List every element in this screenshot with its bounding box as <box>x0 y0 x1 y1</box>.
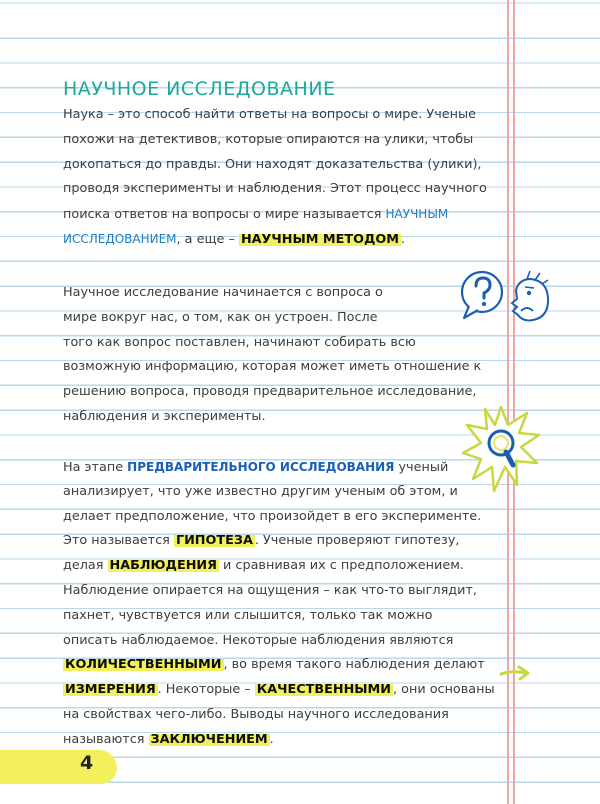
right-arrow-icon <box>498 663 532 683</box>
text-line: проводя эксперименты и наблюдения. Этот процесс научного <box>63 181 487 197</box>
text-line <box>63 227 487 252</box>
text-line: делает предположение, что произойдет в его эксперименте. <box>63 508 482 524</box>
text-line: на свойствах чего-либо. Выводы научного исследования <box>63 706 449 722</box>
term-research: ИССЛЕДОВАНИЕМ <box>63 231 177 246</box>
margin-line <box>513 0 515 804</box>
term-preliminary-research: ПРЕДВАРИТЕЛЬНОГО ИССЛЕДОВАНИЯ <box>127 460 395 474</box>
thinking-face-icon <box>512 271 548 320</box>
text-line: решению вопроса, проводя предварительное исследование, <box>63 384 477 400</box>
page-title: НАУЧНОЕ ИССЛЕДОВАНИЕ <box>63 78 336 100</box>
text-fragment: Это называется <box>63 533 170 549</box>
text-fragment: делая <box>63 558 104 574</box>
text-line <box>63 728 495 753</box>
text-line: мире вокруг нас, о том, как он устроен. После <box>63 309 378 325</box>
page-number-highlight <box>0 750 117 784</box>
text-line <box>63 455 495 480</box>
text-line: описать наблюдаемое. Некоторые наблюдения являются <box>63 632 454 648</box>
highlight-conclusion: ЗАКЛЮЧЕНИЕМ <box>150 731 268 747</box>
text-fragment: . Ученые проверяют гипотезу, <box>254 533 460 549</box>
page-number: 4 <box>80 752 94 774</box>
paragraph-research <box>63 455 495 753</box>
text-line <box>63 554 495 579</box>
text-line: наблюдения и эксперименты. <box>63 408 266 424</box>
highlight-qualitative: КАЧЕСТВЕННЫМИ <box>256 682 391 698</box>
text-line <box>63 678 495 703</box>
text-line: Научное исследование начинается с вопроса о <box>63 285 383 300</box>
text-line <box>63 529 495 554</box>
paragraph-question <box>63 281 481 430</box>
paragraph-intro <box>63 103 487 252</box>
text-fragment: . Некоторые – <box>157 682 251 698</box>
magnifying-glass-burst-icon <box>461 405 541 495</box>
margin-line <box>507 0 509 804</box>
text-fragment: На этапе <box>63 460 124 475</box>
highlight-hypothesis: ГИПОТЕЗА <box>175 533 253 549</box>
text-line: докопаться до правды. Они находят доказательства (улики), <box>63 156 482 172</box>
text-fragment: , а еще – <box>176 231 235 247</box>
highlight-observations: НАБЛЮДЕНИЯ <box>109 558 217 574</box>
text-fragment: , во время такого наблюдения делают <box>223 657 485 673</box>
text-fragment: ученый <box>398 460 449 475</box>
text-line: пахнет, чувствуется или слышится, только так можно <box>63 607 433 623</box>
text-line: того как вопрос поставлен, начинают собирать всю <box>63 334 416 350</box>
text-line: Наука – это способ найти ответы на вопросы о мире. Ученые <box>63 107 477 122</box>
text-line <box>63 202 487 227</box>
text-fragment: . <box>401 231 406 247</box>
highlight-measurements: ИЗМЕРЕНИЯ <box>65 682 156 698</box>
text-line: анализирует, что уже известно другим ученым об этом, и <box>63 483 458 499</box>
text-line <box>63 653 495 678</box>
text-fragment: поиска ответов на вопросы о мире называется <box>63 207 382 223</box>
text-fragment: . <box>269 731 274 747</box>
term-scientific: НАУЧНЫМ <box>385 207 449 222</box>
text-line: Наблюдение опирается на ощущения – как что-то выглядит, <box>63 582 477 598</box>
highlight-scientific-method: НАУЧНЫМ МЕТОДОМ <box>240 231 400 247</box>
question-bubble-icon <box>462 272 502 318</box>
text-line: возможную информацию, которая может иметь отношение к <box>63 359 482 375</box>
text-fragment: и сравнивая их с предположением. <box>223 558 464 574</box>
text-line: похожи на детективов, которые опираются на улики, чтобы <box>63 131 474 147</box>
question-doodle <box>455 265 555 335</box>
text-fragment: , они основаны <box>392 682 495 698</box>
highlight-quantitative: КОЛИЧЕСТВЕННЫМИ <box>65 657 222 673</box>
text-fragment: называются <box>63 731 145 747</box>
